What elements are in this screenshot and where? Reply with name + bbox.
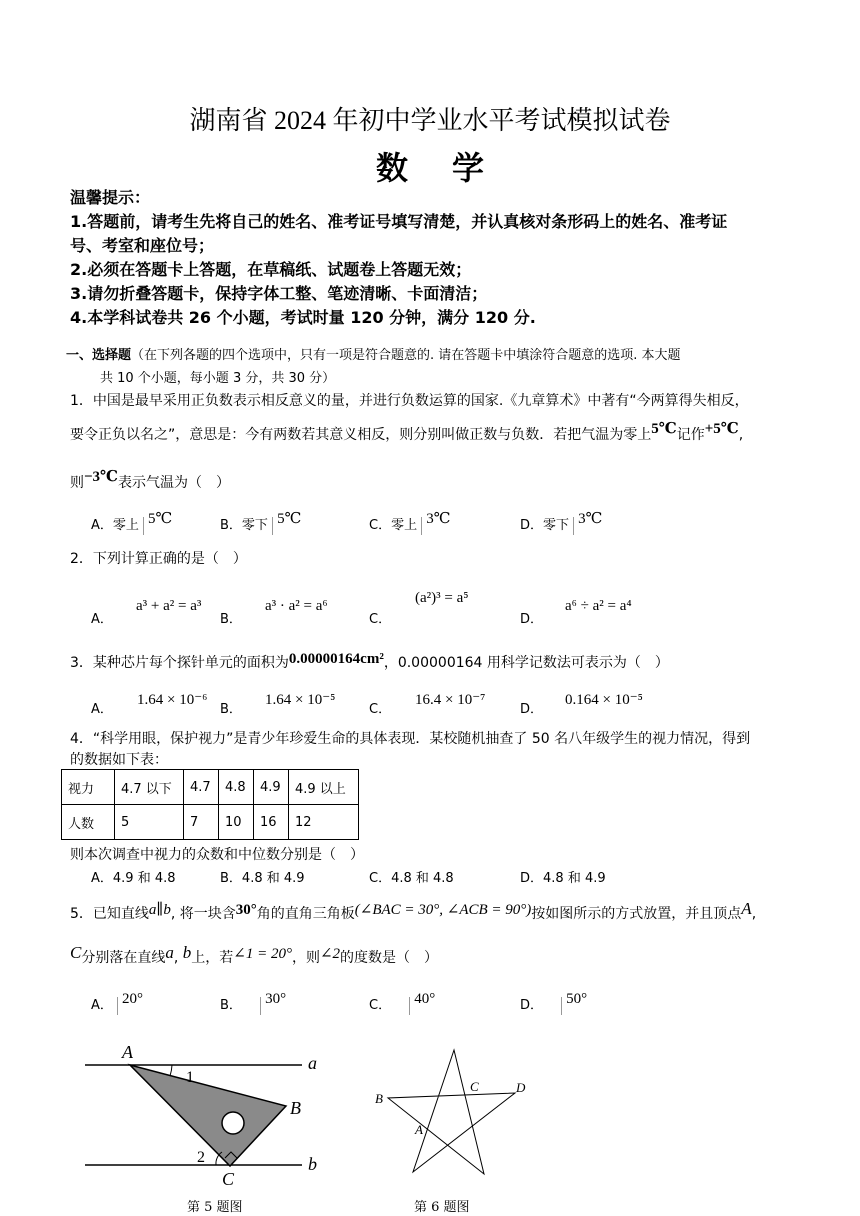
section-note: （在下列各题的四个选项中，只有一项是符合题意的. 请在答题卡中填涂符合题意的选项. 本大题 [131,348,681,363]
triangle-board [130,1065,286,1166]
q5-line2 [70,943,439,967]
figure-5 [80,1040,340,1190]
q4-after: 则本次调查中视力的众数和中位数分别是（ ） [70,847,364,863]
q3-option-b-math: 1.64 × 10⁻⁵ [265,692,336,708]
table-cell: 人数 [62,805,115,840]
fig5-caption: 第 5 题图 [187,1200,243,1215]
math-expr: 5℃ [651,421,677,437]
table-cell: 10 [219,805,254,840]
table-cell: 16 [254,805,289,840]
option-label: D． [520,998,544,1013]
math-expr: A [741,899,752,918]
exam-title: 湖南省 2024 年初中学业水平考试模拟试卷 [189,106,671,135]
q5-text: 按如图所示的方式放置，并且顶点 [531,906,742,922]
q3-option-d-math: 0.164 × 10⁻⁵ [565,692,643,708]
subject-title: 数学 [375,150,528,186]
fig5-label-b: b [308,1154,317,1174]
q3-option-b-label[interactable]: B． [220,702,242,717]
q2-option-c-label[interactable]: C． [369,612,392,627]
q5-text: , [751,906,757,922]
table-cell: 视力 [62,770,115,805]
math-expr: +5℃ [704,421,739,437]
math-expr: 5℃ [277,511,302,527]
math-expr: ∠1 = 20° [233,946,292,962]
q5-option-c[interactable] [369,991,436,1015]
fig5-label-B: B [290,1098,301,1118]
vision-table [61,769,359,840]
q3-option-a-label[interactable]: A． [91,702,113,717]
fig6-label-B: B [375,1091,383,1106]
divider [143,517,144,535]
table-cell: 4.7 [184,770,219,805]
table-cell: 4.7 以下 [115,770,184,805]
math-expr: 50° [566,991,588,1007]
divider [272,517,273,535]
math-expr: −3℃ [84,469,119,485]
q1-option-a[interactable] [91,511,173,535]
q4-option-c[interactable]: C．4.8 和 4.8 [369,871,454,886]
table-cell: 12 [289,805,359,840]
math-expr: 0.00000164cm² [288,651,384,667]
option-label: D．零下 [520,518,570,533]
tips-block [70,186,800,330]
fig6-label-A: A [415,1122,423,1137]
math-expr: 5℃ [148,511,173,527]
fig5-label-1: 1 [186,1069,194,1086]
divider [117,997,118,1015]
q1-option-c[interactable] [369,511,451,535]
triangle-hole [222,1112,244,1134]
divider [409,997,410,1015]
option-label: A．零上 [91,518,139,533]
q5-option-d[interactable] [520,991,588,1015]
table-cell: 5 [115,805,184,840]
option-label: A． [91,998,113,1013]
tips-item: 2.必须在答题卡上答题，在草稿纸、试题卷上答题无效； [70,260,472,279]
q2-stem: 2．下列计算正确的是（ ） [70,551,247,567]
q3-text: ，0.00000164 用科学记数法可表示为（ ） [383,655,669,671]
q3-option-c-label[interactable]: C． [369,702,392,717]
math-expr: 30° [265,991,287,1007]
q5-line1 [70,899,757,923]
q1-line2 [70,421,744,444]
tips-item: 号、考室和座位号； [70,236,215,255]
math-expr: C [70,943,82,962]
q1-option-d[interactable] [520,511,603,535]
fig6-label-C: C [470,1079,479,1094]
q5-option-a[interactable] [91,991,144,1015]
q2-option-d-math: a⁶ ÷ a² = a⁴ [565,598,632,614]
tips-item: 3.请勿折叠答题卡，保持字体工整、笔迹清晰、卡面清洁； [70,284,488,303]
q1-text: 要令正负以名之”，意思是：今有两数若其意义相反，则分别叫做正数与负数．若把气温为零上 [70,427,652,443]
tips-heading: 温馨提示： [70,188,151,207]
q2-option-b-label[interactable]: B． [220,612,242,627]
math-expr: a [165,943,174,962]
q2-option-a-label[interactable]: A． [91,612,113,627]
q1-text: 则 [70,475,84,491]
section-note-2: 共 10 个小题，每小题 3 分，共 30 分） [100,371,336,386]
q2-option-d-label[interactable]: D． [520,612,544,627]
q5-text: 角的直角三角板 [256,906,355,922]
q5-text: , 将一块含 [170,906,236,922]
option-label: C．零上 [369,518,418,533]
fig6-caption: 第 6 题图 [414,1200,470,1215]
math-expr: 30° [235,902,257,918]
q3-text: 3．某种芯片每个探针单元的面积为 [70,655,289,671]
divider [421,517,422,535]
table-cell: 4.9 以上 [289,770,359,805]
star-shape [388,1050,515,1174]
q1-option-b[interactable] [220,511,302,535]
q5-text: 5．已知直线 [70,906,149,922]
math-expr: ∠2 [319,946,341,962]
q3-option-a-math: 1.64 × 10⁻⁶ [137,692,208,708]
q2-option-c-math: (a²)³ = a⁵ [415,590,469,606]
math-expr: 3℃ [578,511,603,527]
fig5-label-C: C [222,1169,235,1189]
angle-1-arc [170,1065,172,1076]
q5-text: 的度数是（ ） [340,950,439,966]
divider [561,997,562,1015]
q4-line1: 4．“科学用眼，保护视力”是青少年珍爱生命的具体表现．某校随机抽查了 50 名八年级学生的视力情况，得到 [70,731,751,747]
q4-option-d[interactable]: D．4.8 和 4.9 [520,871,606,886]
q2-option-b-math: a³ · a² = a⁶ [265,598,328,614]
table-row [62,770,359,805]
math-expr: 3℃ [426,511,451,527]
q5-text: ，则 [291,950,320,966]
option-label: B． [220,998,242,1013]
q4-option-a[interactable]: A．4.9 和 4.8 [91,871,176,886]
math-expr: (∠BAC = 30°, ∠ACB = 90°) [354,902,532,918]
figure-6 [370,1045,540,1180]
q3-option-c-math: 16.4 × 10⁻⁷ [415,692,486,708]
table-cell: 7 [184,805,219,840]
math-expr: b [182,943,192,962]
table-row [62,805,359,840]
q5-text: 上，若 [191,950,234,966]
option-label: B．零下 [220,518,268,533]
q1-text: 表示气温为（ ） [118,475,231,491]
option-label: C． [369,998,392,1013]
section-title: 一、选择题 [66,348,132,363]
fig5-label-a: a [308,1053,317,1073]
q3-stem [70,652,669,672]
q4-line2: 的数据如下表： [70,752,168,768]
divider [573,517,574,535]
q1-text: , [738,427,744,443]
q1-line3 [70,469,231,492]
table-cell: 4.8 [219,770,254,805]
q2-option-a-math: a³ + a² = a³ [136,598,202,614]
math-expr: a∥b [148,902,171,918]
section-heading [66,344,681,363]
q3-option-d-label[interactable]: D． [520,702,544,717]
divider [260,997,261,1015]
q5-text: , [173,950,179,966]
fig5-label-A: A [122,1042,133,1062]
q1-line1: 1．中国是最早采用正负数表示相反意义的量，并进行负数运算的国家.《九章算术》中著有“今两算得失相反， [70,393,749,409]
q5-option-b[interactable] [220,991,287,1015]
q4-option-b[interactable]: B．4.8 和 4.9 [220,871,305,886]
q1-text: 记作 [676,427,705,443]
fig6-label-D: D [516,1080,526,1095]
math-expr: 20° [122,991,144,1007]
table-cell: 4.9 [254,770,289,805]
fig5-label-2: 2 [197,1149,205,1166]
math-expr: 40° [414,991,436,1007]
tips-item: 4.本学科试卷共 26 个小题，考试时量 120 分钟，满分 120 分. [70,308,536,327]
q5-text: 分别落在直线 [81,950,166,966]
tips-item: 1.答题前，请考生先将自己的姓名、准考证号填写清楚，并认真核对条形码上的姓名、准考证 [70,212,728,231]
